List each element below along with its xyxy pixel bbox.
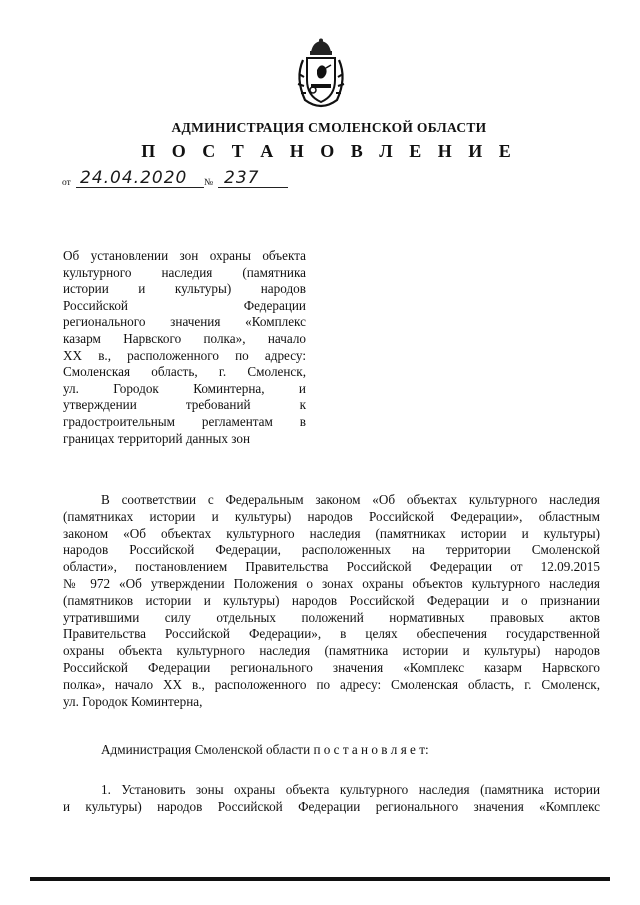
organization-name: АДМИНИСТРАЦИЯ СМОЛЕНСКОЙ ОБЛАСТИ <box>171 120 487 135</box>
resolution-statement <box>63 742 600 759</box>
preamble-line: полка», начало XX в., расположенного по адресу: Смоленская область, г. Смоленск, <box>63 676 600 692</box>
preamble-line: области», постановлением Правительства Российской Федерации от 12.09.2015 <box>63 559 600 575</box>
preamble-line: ул. Городок Коминтерна, <box>63 693 203 709</box>
resolution-verb: п о с т а н о в л я е т: <box>313 742 429 757</box>
item-1-paragraph <box>63 782 600 816</box>
date-from-label: от <box>62 178 71 188</box>
item-1-line: 1. Установить зоны охраны объекта культурного наследия (памятника истории <box>101 782 600 797</box>
subject-line: Смоленская область, г. Смоленск, <box>63 364 306 380</box>
resolution-subject: Администрация Смоленской области <box>101 742 311 757</box>
date-number-line <box>62 170 302 192</box>
preamble-line: законом «Об объектах культурного наследия (памятниках истории и культуры) <box>63 525 600 541</box>
subject-line: культурного наследия (памятника <box>63 264 306 280</box>
subject-line: утверждении требований к <box>63 397 306 413</box>
preamble-line: Правительства Российской Федерации», в целях обеспечения государственной <box>63 626 600 642</box>
preamble-paragraph <box>63 492 600 710</box>
item-1-line: и культуры) народов Российской Федерации регионального значения «Комплекс <box>63 798 600 814</box>
page-bottom-rule <box>30 877 610 881</box>
smolensk-coat-of-arms-icon <box>293 38 349 108</box>
subject-line: казарм Нарвского полка», начало <box>63 330 306 346</box>
handwritten-number: 237 <box>224 168 260 188</box>
preamble-line: (памятников истории и культуры) народов Российской Федерации и о признании <box>63 592 600 608</box>
number-label: № <box>204 178 214 188</box>
subject-line: регионального значения «Комплекс <box>63 314 306 330</box>
preamble-line: В соответствии с Федеральным законом «Об объектах культурного наследия <box>101 492 600 507</box>
subject-line: Российской Федерации <box>63 297 306 313</box>
subject-line: градостроительным регламентам в <box>63 413 306 429</box>
document-subject <box>63 248 306 447</box>
preamble-line: народов Российской Федерации, расположенных на территории Смоленской <box>63 542 600 558</box>
subject-line: истории и культуры) народов <box>63 281 306 297</box>
subject-line: границах территорий данных зон <box>63 430 251 446</box>
subject-line: XX в., расположенного по адресу: <box>63 347 306 363</box>
subject-line: ул. Городок Коминтерна, и <box>63 380 306 396</box>
document-type-title: П О С Т А Н О В Л Е Н И Е <box>141 141 517 161</box>
preamble-line: (памятниках истории и культуры) народов Российской Федерации», областным <box>63 508 600 524</box>
resolution-line <box>63 742 600 759</box>
preamble-line: охраны объекта культурного наследия (памятника истории и культуры) народов <box>63 643 600 659</box>
subject-line: Об установлении зон охраны объекта <box>63 248 306 263</box>
preamble-line: № 972 «Об утверждении Положения о зонах охраны объектов культурного наследия <box>63 575 600 591</box>
preamble-line: утратившими силу отдельных положений нормативных правовых актов <box>63 609 600 625</box>
handwritten-date: 24.04.2020 <box>80 168 188 188</box>
preamble-line: Российской Федерации регионального значения «Комплекс казарм Нарвского <box>63 659 600 675</box>
